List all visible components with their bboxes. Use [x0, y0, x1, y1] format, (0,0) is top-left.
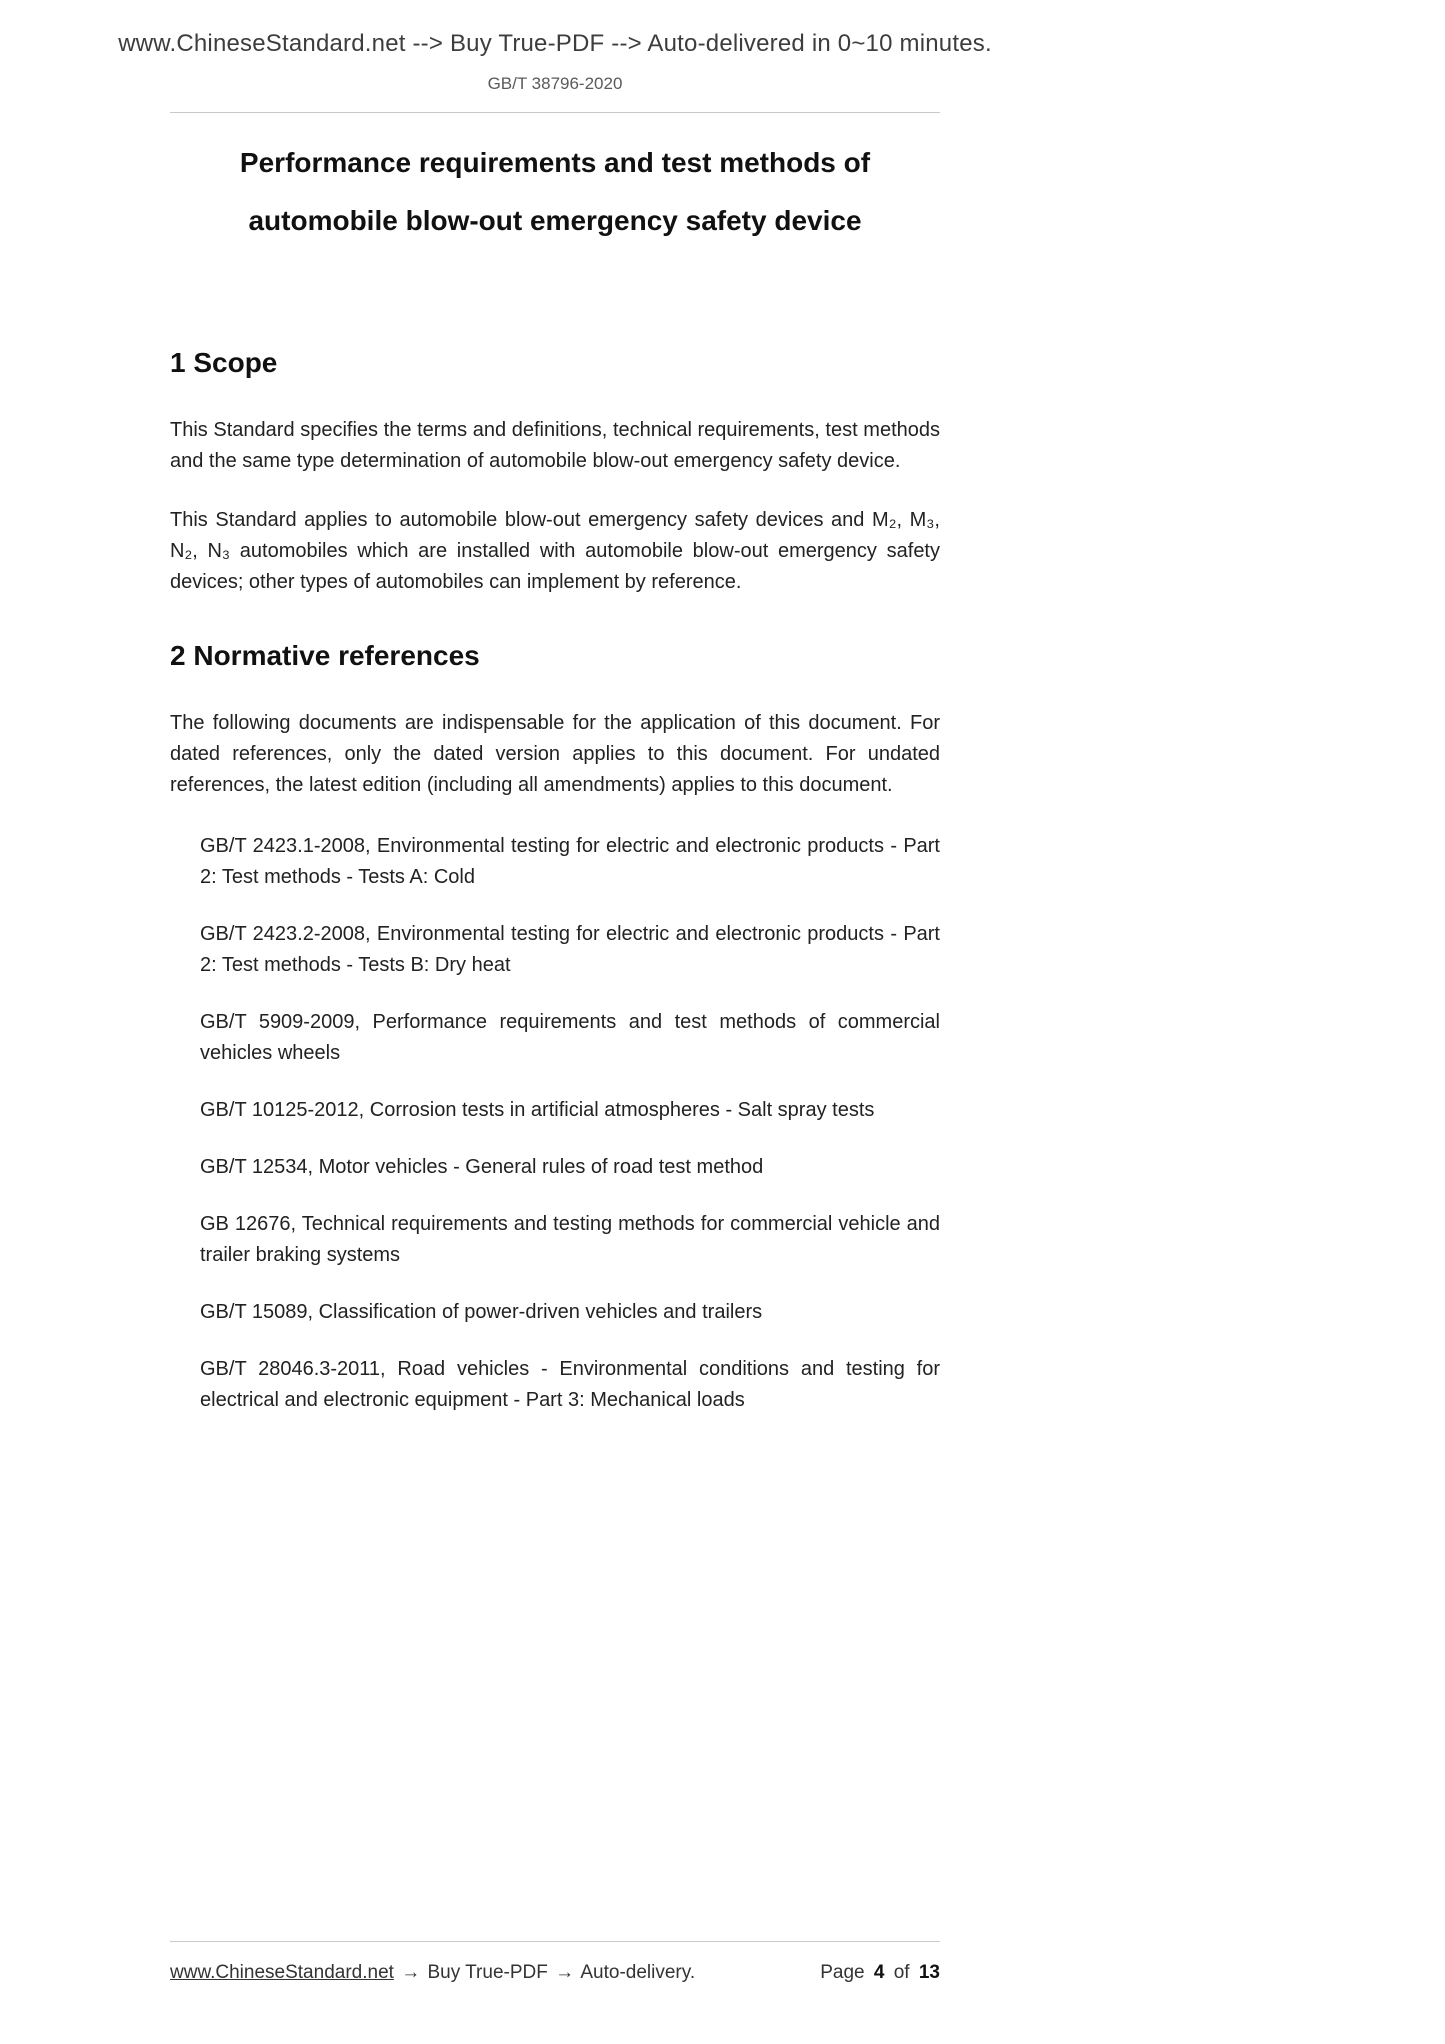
- doc-number: GB/T 38796-2020: [487, 74, 623, 93]
- footer-delivery-note: [170, 1962, 697, 1984]
- document-title: [170, 149, 940, 235]
- footer-divider: [170, 1941, 940, 1942]
- footer-site-link[interactable]: www.ChineseStandard.net: [170, 1962, 394, 1983]
- reference-list: [170, 831, 940, 1416]
- footer-delivery-text: Auto-delivery.: [580, 1962, 696, 1983]
- reference-item: GB/T 15089, Classification of power-driven vehicles and trailers: [200, 1301, 763, 1323]
- page-indicator: [816, 1962, 940, 1984]
- reference-item: GB 12676, Technical requirements and testing methods for commercial vehicle and trailer braking systems: [200, 1213, 940, 1266]
- footer-buy-text: Buy True-PDF: [427, 1962, 548, 1983]
- reference-item: GB/T 5909-2009, Performance requirements and test methods of commercial vehicles wheels: [200, 1011, 940, 1064]
- page-label: Page: [820, 1962, 865, 1983]
- document-body: [170, 112, 940, 1416]
- document-title-line1: Performance requirements and test methods of: [239, 147, 871, 178]
- arrow-right-icon: →: [401, 1962, 421, 1983]
- header-divider: [170, 112, 940, 113]
- page-footer: [170, 1962, 940, 1984]
- normative-references-intro: The following documents are indispensable for the application of this document. For dated references, only the dated version applies to this document. For undated references, the latest edition (including all amendments) applies to this document.: [170, 712, 940, 796]
- section-heading-normative-references: 2 Normative references: [170, 640, 480, 671]
- scope-paragraph-2: This Standard applies to automobile blow-out emergency safety devices and M₂, M₃, N₂, N₃ automobiles which are installed with automobile blow-out emergency safety devices; other types of automobiles can implement by reference.: [170, 509, 940, 593]
- reference-item: GB/T 2423.1-2008, Environmental testing for electric and electronic products - Part 2: Test methods - Tests A: Cold: [200, 835, 940, 888]
- page-header: [85, 0, 1025, 94]
- reference-item: GB/T 12534, Motor vehicles - General rules of road test method: [200, 1156, 764, 1178]
- page-total: 13: [918, 1962, 940, 1983]
- arrow-right-icon: →: [555, 1962, 575, 1983]
- reference-item: GB/T 10125-2012, Corrosion tests in artificial atmospheres - Salt spray tests: [200, 1099, 875, 1121]
- document-title-line2: automobile blow-out emergency safety device: [248, 205, 862, 236]
- reference-item: GB/T 28046.3-2011, Road vehicles - Environmental conditions and testing for electrical and electronic equipment - Part 3: Mechanical loads: [200, 1358, 940, 1411]
- section-heading-scope: 1 Scope: [170, 347, 278, 378]
- header-banner: www.ChineseStandard.net --> Buy True-PDF --> Auto-delivered in 0~10 minutes.: [118, 30, 992, 57]
- page-current: 4: [873, 1962, 885, 1983]
- scope-paragraph-1: This Standard specifies the terms and definitions, technical requirements, test methods and the same type determination of automobile blow-out emergency safety device.: [170, 419, 940, 472]
- page-of-label: of: [893, 1962, 910, 1983]
- reference-item: GB/T 2423.2-2008, Environmental testing for electric and electronic products - Part 2: Test methods - Tests B: Dry heat: [200, 923, 940, 976]
